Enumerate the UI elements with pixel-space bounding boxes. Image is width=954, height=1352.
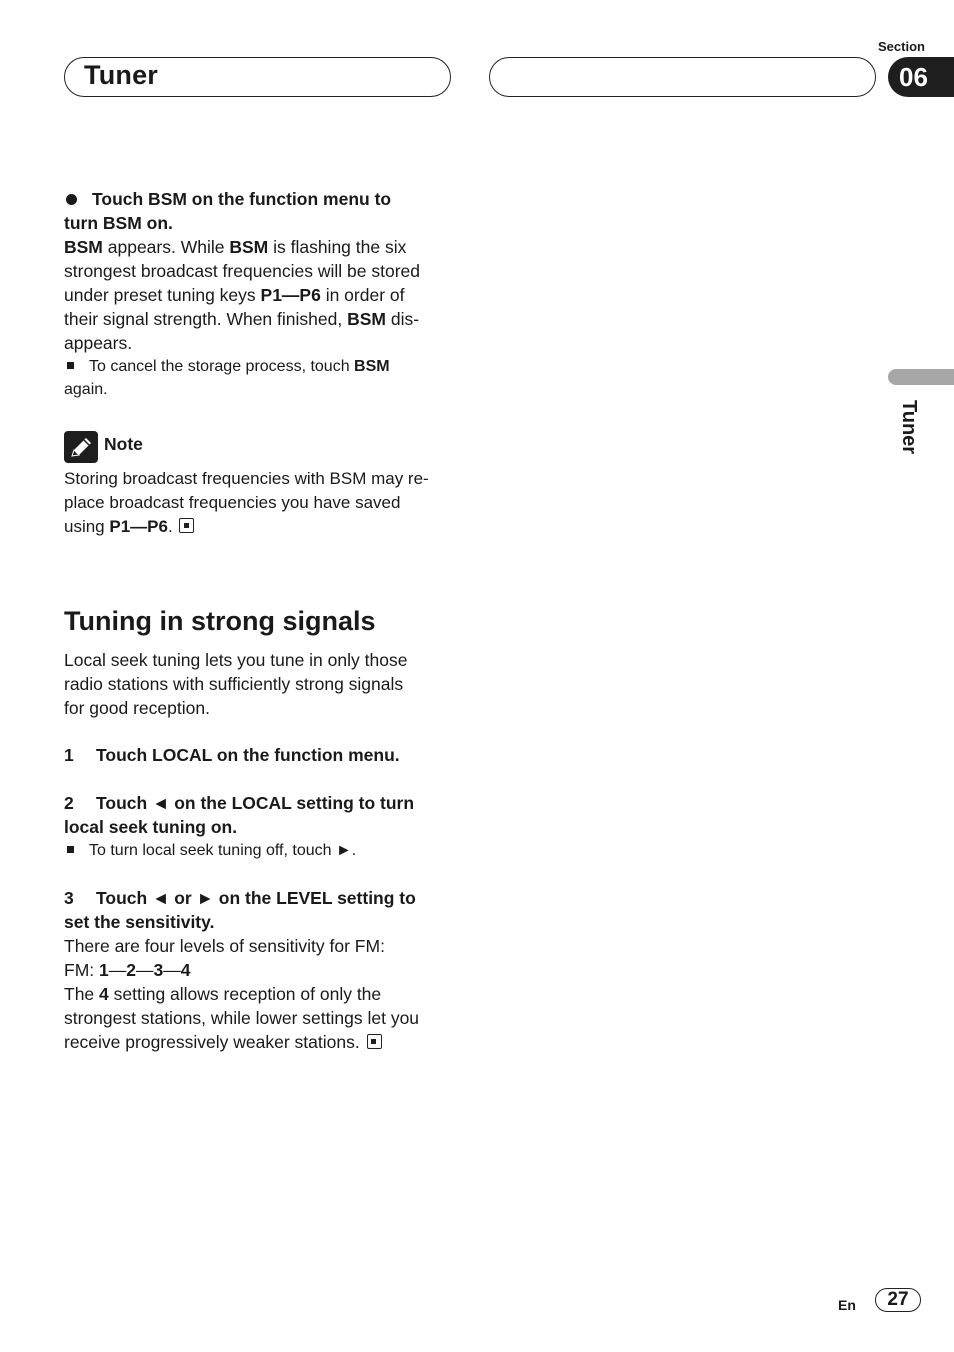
levels-intro: There are four levels of sensitivity for FM: [64,936,385,956]
level-desc: setting allows reception of only the [108,984,382,1004]
step-heading: Touch LOCAL on the function menu. [96,745,400,765]
step-number: 1 [64,745,74,765]
bsm-tip: To cancel the storage process, touch [89,358,355,375]
bsm-term: BSM [229,237,269,257]
step-tip: To turn local seek tuning off, touch ►. [89,842,357,859]
section-number-badge: 06 [888,57,954,97]
header-blank-frame [489,57,876,97]
square-bullet-icon [67,846,74,853]
level-value: 1 [99,960,109,980]
fm-label: FM: [64,960,99,980]
side-tab-marker [888,369,954,385]
level-desc: strongest stations, while lower settings let you [64,1008,420,1028]
header-title: Tuner [84,60,158,90]
level-desc: The [64,984,100,1004]
end-of-section-icon [179,518,194,533]
square-bullet-icon [67,362,74,369]
note-label: Note [104,434,143,454]
preset-keys-term: P1—P6 [109,517,168,536]
bsm-step-heading-cont: turn BSM on. [64,213,173,233]
level-separator: — [108,960,127,980]
page-number: 27 [875,1288,921,1312]
intro-text: for good reception. [64,698,210,718]
section-label: Section [878,39,925,54]
bsm-term: BSM [347,309,386,329]
bsm-text: under preset tuning keys [64,285,261,305]
end-of-section-icon [367,1034,382,1049]
tuning-section [64,648,454,1054]
step-heading-cont: local seek tuning on. [64,817,238,837]
language-label: En [838,1297,856,1313]
bsm-text: appears. [64,333,133,353]
note-text: place broadcast frequencies you have saved [64,493,401,512]
level-value: 4 [99,984,109,1004]
bsm-section [64,187,454,401]
intro-text: Local seek tuning lets you tune in only those [64,650,408,670]
bsm-term: BSM [64,237,103,257]
note-pencil-icon [64,431,98,463]
level-value: 3 [153,960,164,980]
note-text: using [64,517,110,536]
note-text: . [167,517,173,536]
level-separator: — [135,960,154,980]
bsm-term: BSM [354,358,390,375]
fm-levels [64,958,454,982]
bsm-tip-cont: again. [64,381,108,398]
bsm-text: in order of [320,285,405,305]
bsm-text: is flashing the six [268,237,407,257]
step-heading-cont: set the sensitivity. [64,912,215,932]
bullet-icon [66,194,77,205]
bsm-text: their signal strength. When finished, [64,309,348,329]
step-number: 3 [64,888,74,908]
note-text: Storing broadcast frequencies with BSM may re- [64,469,429,488]
step-heading: Touch ◄ or ► on the LEVEL setting to [96,888,416,908]
intro-text: radio stations with sufficiently strong signals [64,674,404,694]
bsm-text: strongest broadcast frequencies will be stored [64,261,421,281]
step-number: 2 [64,793,74,813]
level-separator: — [163,960,181,980]
level-value: 4 [180,960,191,980]
level-desc: receive progressively weaker stations. [64,1032,360,1052]
bsm-step-heading: Touch BSM on the function menu to [92,189,392,209]
level-value: 2 [126,960,136,980]
side-tab-label: Tuner [898,400,920,455]
bsm-text: dis- [385,309,420,329]
preset-keys-term: P1—P6 [260,285,321,305]
note-body [64,467,454,539]
bsm-text: appears. While [102,237,230,257]
step-heading: Touch ◄ on the LOCAL setting to turn [96,793,415,813]
section-heading: Tuning in strong signals [64,606,376,636]
